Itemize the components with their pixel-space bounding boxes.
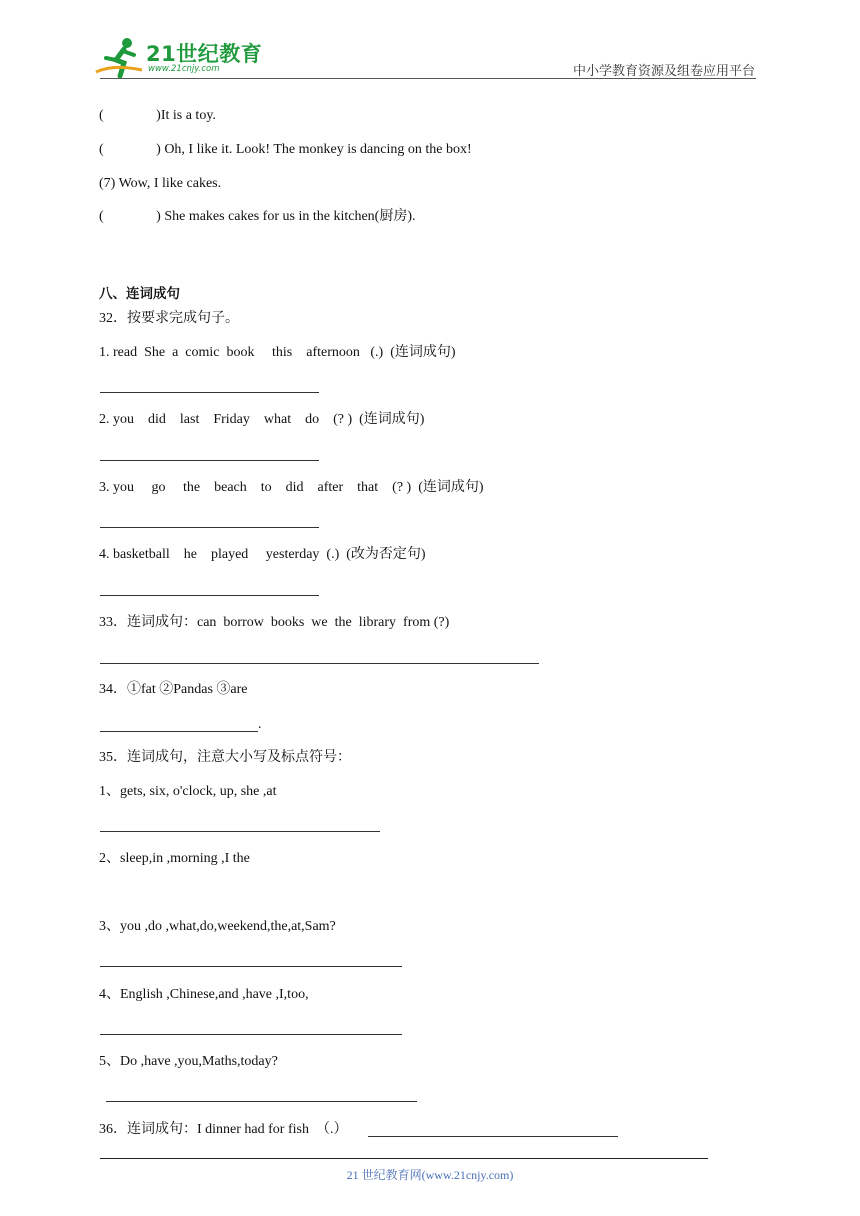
answer-blank bbox=[100, 731, 258, 732]
footer-text: 21 世纪教育网(www.21cnjy.com) bbox=[346, 1168, 514, 1182]
question-34: 34．①fat ②Pandas ③are bbox=[99, 682, 248, 697]
site-title: 中小学教育资源及组卷应用平台 bbox=[572, 64, 755, 79]
q35-item-5: 5、Do ,have ,you,Maths,today? bbox=[99, 1054, 278, 1069]
answer-blank bbox=[100, 595, 319, 596]
site-logo bbox=[94, 36, 274, 80]
q32-item-4: 4. basketball he played yesterday (.) (改为否定句) bbox=[99, 547, 426, 562]
runner-logo-icon bbox=[94, 36, 146, 80]
question-35: 35．连词成句，注意大小写及标点符号： bbox=[99, 750, 351, 765]
dialogue-line-7: (7) Wow, I like cakes. bbox=[99, 176, 222, 191]
answer-blank bbox=[100, 663, 539, 664]
q32-item-2: 2. you did last Friday what do (? ) (连词成句) bbox=[99, 412, 425, 427]
answer-blank bbox=[100, 392, 319, 393]
answer-blank bbox=[100, 460, 319, 461]
answer-blank bbox=[100, 966, 402, 967]
answer-line-2: ( ) Oh, I like it. Look! The monkey is dancing on the box! bbox=[99, 142, 472, 157]
logo-url: www.21cnjy.com bbox=[148, 64, 220, 74]
answer-blank bbox=[100, 831, 380, 832]
q34-period: . bbox=[258, 717, 262, 732]
logo-name: 21世纪教育 bbox=[146, 42, 263, 66]
header-divider bbox=[100, 78, 756, 79]
question-36: 36．连词成句：I dinner had for fish （.） bbox=[99, 1122, 348, 1137]
q32-item-1: 1. read She a comic book this afternoon (.) (连词成句) bbox=[99, 345, 456, 360]
q35-item-1: 1、gets, six, o'clock, up, she ,at bbox=[99, 784, 277, 799]
answer-blank bbox=[106, 1101, 417, 1102]
question-33: 33．连词成句：can borrow books we the library from (?) bbox=[99, 615, 450, 630]
q35-item-4: 4、English ,Chinese,and ,have ,I,too, bbox=[99, 987, 309, 1002]
q35-item-2: 2、sleep,in ,morning ,I the bbox=[99, 851, 250, 866]
answer-blank bbox=[368, 1136, 618, 1137]
q35-item-3: 3、you ,do ,what,do,weekend,the,at,Sam? bbox=[99, 919, 336, 934]
section-heading: 八、连词成句 bbox=[99, 286, 180, 302]
answer-blank bbox=[100, 1034, 402, 1035]
answer-line-3: ( ) She makes cakes for us in the kitchen(厨房). bbox=[99, 209, 416, 224]
question-32: 32．按要求完成句子。 bbox=[99, 311, 239, 326]
answer-line-1: ( )It is a toy. bbox=[99, 108, 216, 123]
footer-divider bbox=[100, 1158, 708, 1159]
q32-item-3: 3. you go the beach to did after that (? ) (连词成句) bbox=[99, 480, 484, 495]
answer-blank bbox=[100, 527, 319, 528]
